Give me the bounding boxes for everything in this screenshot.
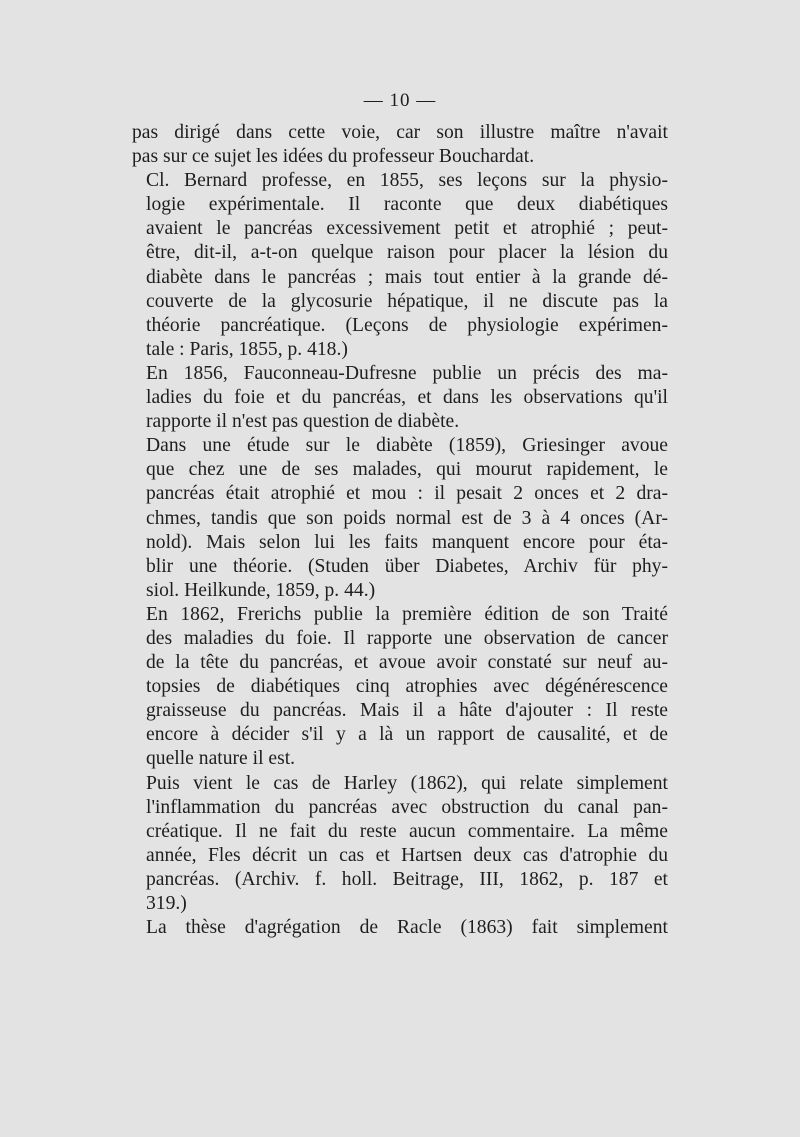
- text-line: des maladies du foie. Il rapporte une observation de cancer: [146, 627, 668, 649]
- text-line: nold). Mais selon lui les faits manquent encore pour éta-: [146, 531, 668, 553]
- paragraph-3: [132, 362, 668, 434]
- text-line: diabète dans le pancréas ; mais tout entier à la grande dé-: [146, 266, 668, 288]
- text-line: pas sur ce sujet les idées du professeur Bouchardat.: [132, 146, 535, 168]
- text-line: siol. Heilkunde, 1859, p. 44.): [146, 579, 376, 601]
- text-line: 319.): [146, 893, 187, 914]
- text-line: pas dirigé dans cette voie, car son illustre maître n'avait: [132, 122, 668, 143]
- text-line: topsies de diabétiques cinq atrophies avec dégénérescence: [146, 676, 668, 698]
- text-line: de la tête du pancréas, et avoue avoir constaté sur neuf au-: [146, 652, 668, 674]
- text-line: pancréas. (Archiv. f. holl. Beitrage, III, 1862, p. 187 et: [146, 868, 668, 890]
- text-line: année, Fles décrit un cas et Hartsen deux cas d'atrophie du: [146, 844, 668, 866]
- text-line: encore à décider s'il y a là un rapport de causalité, et de: [146, 724, 668, 746]
- text-line: chmes, tandis que son poids normal est de 3 à 4 onces (Ar-: [146, 507, 668, 529]
- text-line: Dans une étude sur le diabète (1859), Griesinger avoue: [146, 435, 668, 457]
- text-line: tale : Paris, 1855, p. 418.): [146, 338, 348, 360]
- text-line: pancréas était atrophié et mou : il pesait 2 onces et 2 dra-: [146, 483, 668, 505]
- paragraph-4: [132, 434, 668, 603]
- text-line: logie expérimentale. Il raconte que deux diabétiques: [146, 194, 668, 216]
- paragraph-2: [132, 169, 668, 362]
- text-line: Puis vient le cas de Harley (1862), qui relate simplement: [146, 772, 668, 794]
- text-line: que chez une de ses malades, qui mourut rapidement, le: [146, 459, 668, 481]
- text-line: En 1856, Fauconneau-Dufresne publie un précis des ma-: [146, 362, 668, 384]
- text-line: théorie pancréatique. (Leçons de physiologie expérimen-: [146, 314, 668, 336]
- text-line: couverte de la glycosurie hépatique, il ne discute pas la: [146, 290, 668, 312]
- paragraph-6: [132, 772, 668, 917]
- text-line: créatique. Il ne fait du reste aucun commentaire. La même: [146, 820, 668, 842]
- text-line: graisseuse du pancréas. Mais il a hâte d'ajouter : Il reste: [146, 700, 668, 722]
- text-line: rapporte il n'est pas question de diabète.: [146, 411, 460, 433]
- text-line: Cl. Bernard professe, en 1855, ses leçons sur la physio-: [146, 170, 668, 192]
- text-line: l'inflammation du pancréas avec obstruction du canal pan-: [146, 796, 668, 818]
- page-number: — 10 —: [363, 90, 437, 111]
- text-line: ladies du foie et du pancréas, et dans les observations qu'il: [146, 387, 668, 409]
- text-line: être, dit-il, a-t-on quelque raison pour placer la lésion du: [146, 242, 668, 264]
- paragraph-7: [132, 916, 668, 940]
- body-text: [132, 121, 668, 940]
- paragraph-5: [132, 603, 668, 772]
- text-line: La thèse d'agrégation de Racle (1863) fait simplement: [146, 917, 668, 939]
- text-line: En 1862, Frerichs publie la première édition de son Traité: [146, 603, 668, 625]
- text-line: avaient le pancréas excessivement petit et atrophié ; peut-: [146, 218, 668, 240]
- paragraph-1: [132, 121, 668, 169]
- text-line: blir une théorie. (Studen über Diabetes, Archiv für phy-: [146, 555, 668, 577]
- text-line: quelle nature il est.: [146, 748, 296, 770]
